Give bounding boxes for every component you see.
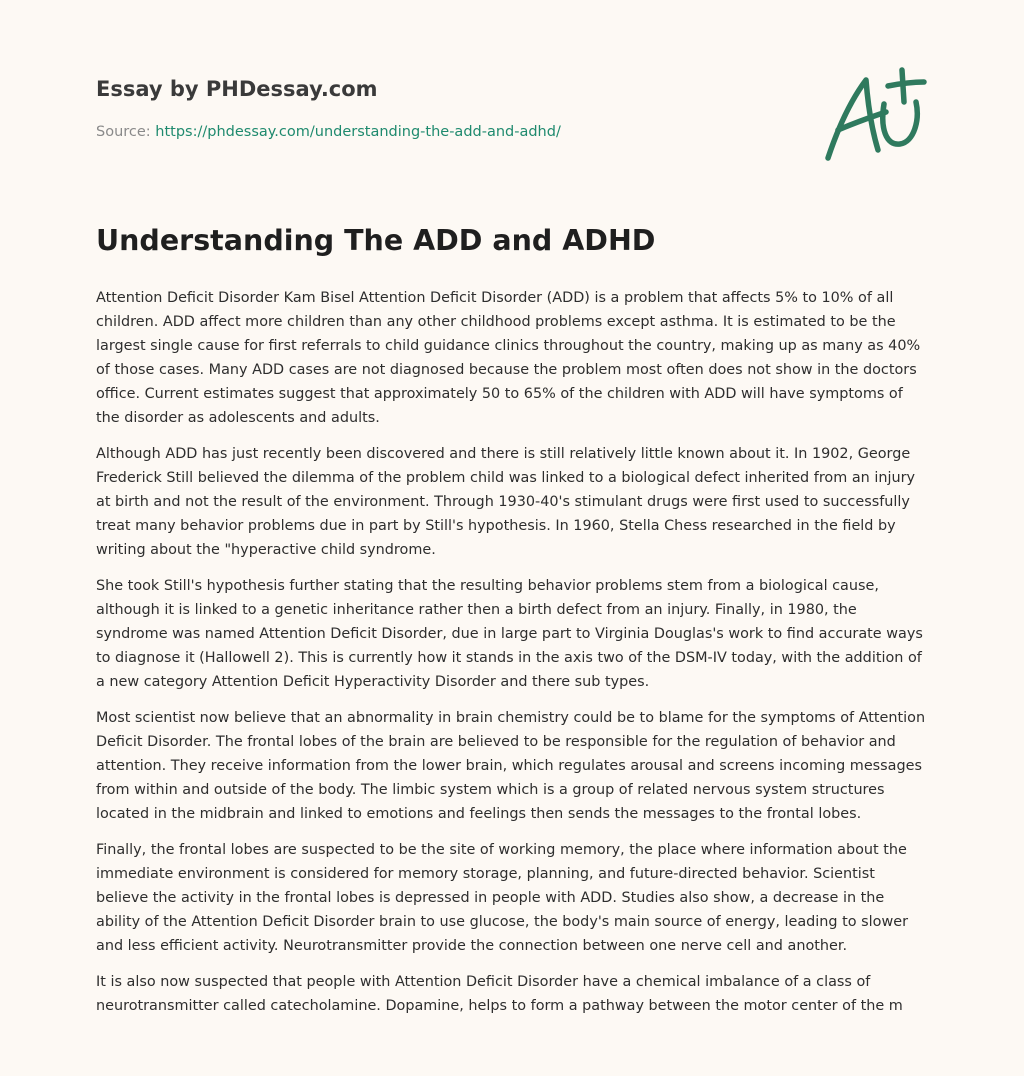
source-link[interactable]: https://phdessay.com/understanding-the-add-and-adhd/ bbox=[155, 124, 561, 140]
source-line bbox=[96, 124, 561, 140]
site-title: Essay by PHDessay.com bbox=[96, 77, 378, 101]
essay-paragraph: Attention Deficit Disorder Kam Bisel Attention Deficit Disorder (ADD) is a problem that affects 5% to 10% of all children. ADD affect more children than any other childhood problems except asthma. It is estimated to be the largest single cause for first referrals to child guidance clinics throughout the country, making up as many as 40% of those cases. Many ADD cases are not diagnosed because the problem most often does not show in the doctors office. Current estimates suggest that approximately 50 to 65% of the children with ADD will have symptoms of the disorder as adolescents and adults. bbox=[96, 290, 921, 426]
essay-body bbox=[96, 286, 928, 1030]
a-plus-grade-icon bbox=[822, 66, 932, 166]
essay-paragraph: Finally, the frontal lobes are suspected to be the site of working memory, the place where information about the immediate environment is considered for memory storage, planning, and future-directed behavior. Scientist believe the activity in the frontal lobes is depressed in people with ADD. Studies also show, a decrease in the ability of the Attention Deficit Disorder brain to use glucose, the body's main source of energy, leading to slower and less efficient activity. Neurotransmitter provide the connection between one nerve cell and another. bbox=[96, 842, 908, 954]
essay-paragraph: Although ADD has just recently been discovered and there is still relatively little known about it. In 1902, George Frederick Still believed the dilemma of the problem child was linked to a biological defect inherited from an injury at birth and not the result of the environment. Through 1930-40's stimulant drugs were first used to successfully treat many behavior problems due in part by Still's hypothesis. In 1960, Stella Chess researched in the field by writing about the "hyperactive child syndrome. bbox=[96, 446, 916, 558]
essay-paragraph: Most scientist now believe that an abnormality in brain chemistry could be to blame for the symptoms of Attention Deficit Disorder. The frontal lobes of the brain are believed to be responsible for the regulation of behavior and attention. They receive information from the lower brain, which regulates arousal and screens incoming messages from within and outside of the body. The limbic system which is a group of related nervous system structures located in the midbrain and linked to emotions and feelings then sends the messages to the frontal lobes. bbox=[96, 710, 926, 822]
source-label: Source: bbox=[96, 124, 156, 140]
essay-title: Understanding The ADD and ADHD bbox=[96, 224, 656, 257]
essay-paragraph: She took Still's hypothesis further stating that the resulting behavior problems stem from a biological cause, although it is linked to a genetic inheritance rather then a birth defect from an injury. Finally, in 1980, the syndrome was named Attention Deficit Disorder, due in large part to Virginia Douglas's work to find accurate ways to diagnose it (Hallowell 2). This is currently how it stands in the axis two of the DSM-IV today, with the addition of a new category Attention Deficit Hyperactivity Disorder and there sub types. bbox=[96, 578, 923, 690]
essay-paragraph: It is also now suspected that people with Attention Deficit Disorder have a chemical imbalance of a class of neurotransmitter called catecholamine. Dopamine, helps to form a pathway between the motor center of the m bbox=[96, 974, 903, 1014]
